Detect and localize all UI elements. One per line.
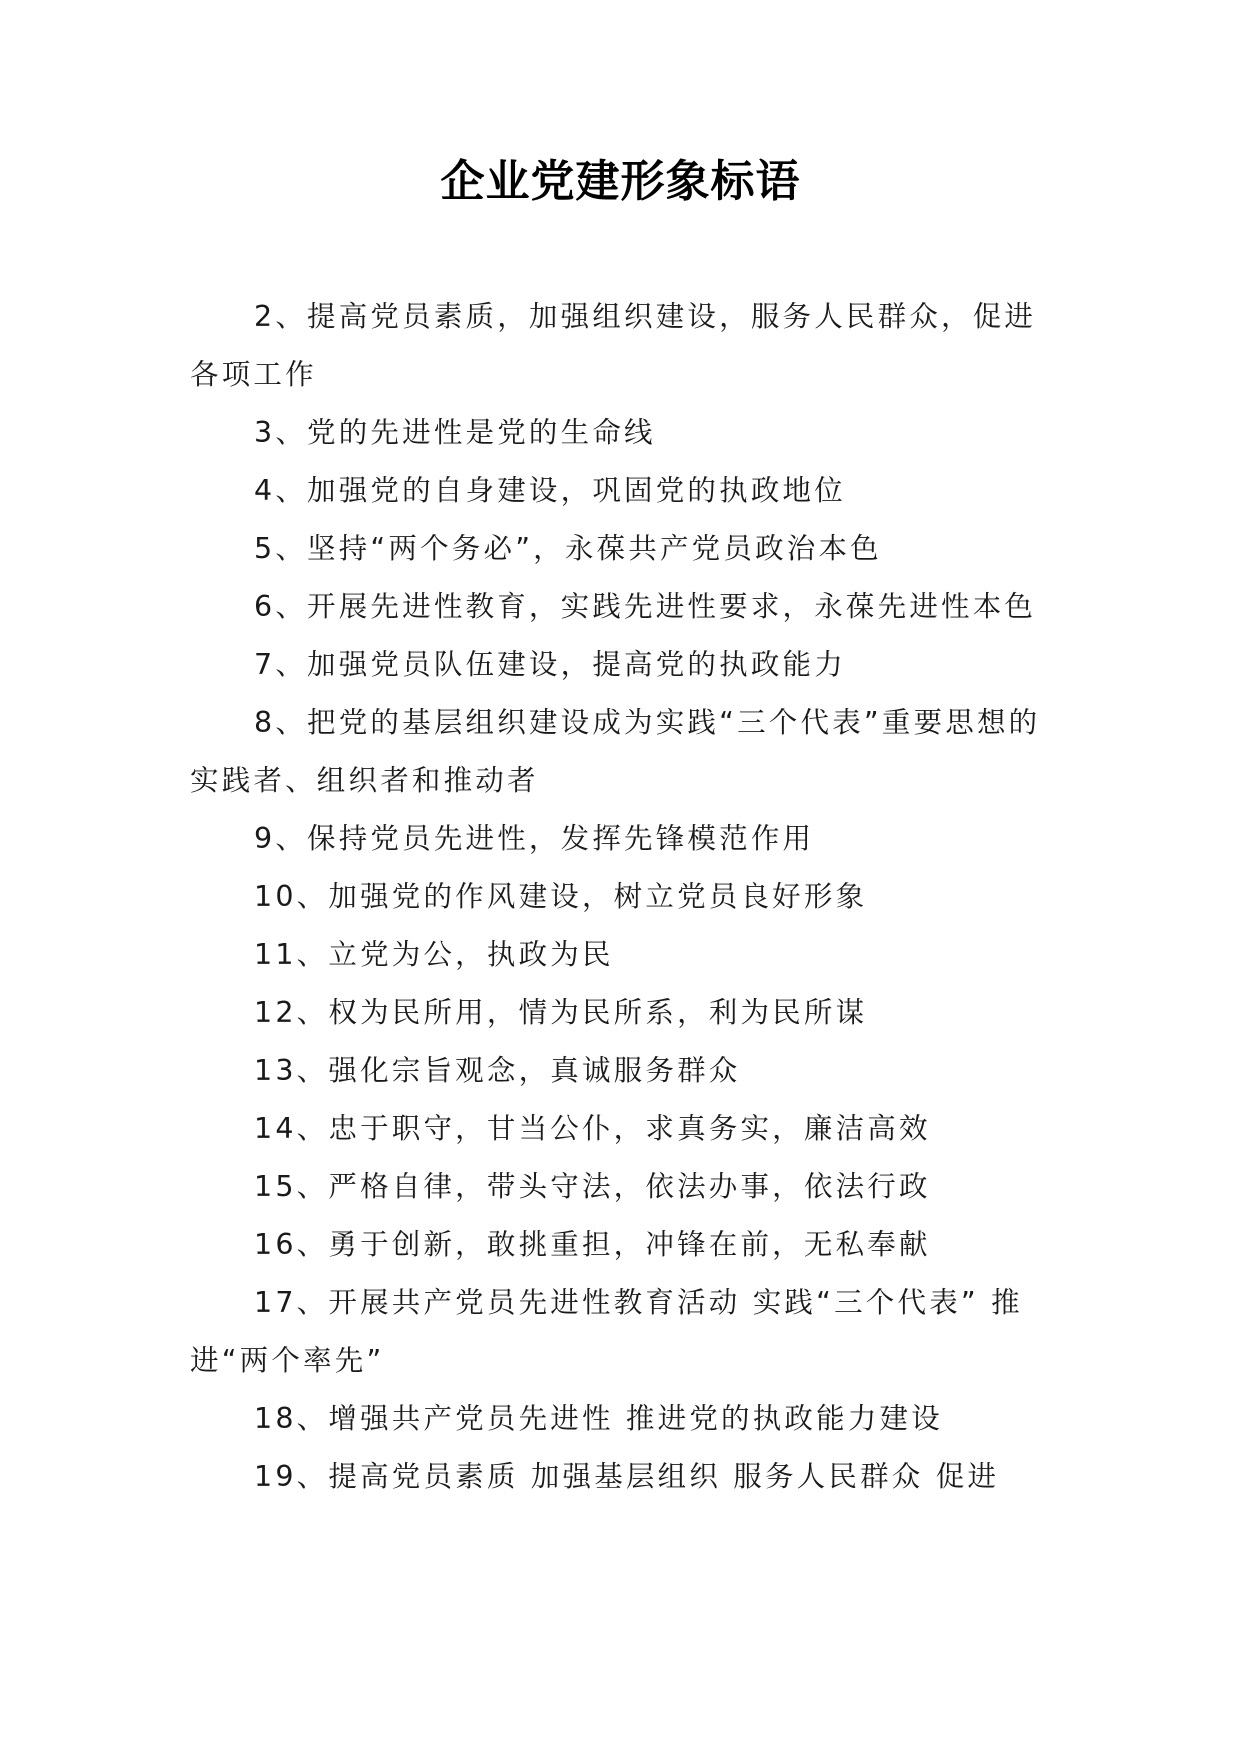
slogan-item: 15、严格自律，带头守法，依法办事，依法行政 bbox=[254, 1170, 931, 1203]
slogan-item: 19、提高党员素质 加强基层组织 服务人民群众 促进 bbox=[254, 1460, 1000, 1493]
slogan-item: 17、开展共产党员先进性教育活动 实践“三个代表” 推进“两个率先” bbox=[190, 1286, 1023, 1377]
slogan-item: 7、加强党员队伍建设，提高党的执政能力 bbox=[254, 648, 846, 681]
slogan-item: 6、开展先进性教育，实践先进性要求，永葆先进性本色 bbox=[254, 590, 1037, 623]
slogan-item: 14、忠于职守，甘当公仆，求真务实，廉洁高效 bbox=[254, 1112, 931, 1145]
slogan-item: 10、加强党的作风建设，树立党员良好形象 bbox=[254, 880, 868, 913]
slogan-item: 4、加强党的自身建设，巩固党的执政地位 bbox=[254, 474, 846, 507]
document-title: 企业党建形象标语 bbox=[440, 156, 801, 207]
slogan-item: 11、立党为公，执政为民 bbox=[254, 938, 614, 971]
slogan-item: 2、提高党员素质，加强组织建设，服务人民群众，促进各项工作 bbox=[190, 300, 1037, 391]
slogan-item: 5、坚持“两个务必”，永葆共产党员政治本色 bbox=[254, 532, 882, 565]
slogan-item: 8、把党的基层组织建设成为实践“三个代表”重要思想的实践者、组织者和推动者 bbox=[190, 706, 1041, 797]
slogan-item: 3、党的先进性是党的生命线 bbox=[254, 416, 656, 449]
slogan-item: 9、保持党员先进性，发挥先锋模范作用 bbox=[254, 822, 815, 855]
slogan-list bbox=[190, 288, 1056, 1506]
slogan-item: 18、增强共产党员先进性 推进党的执政能力建设 bbox=[254, 1402, 943, 1435]
slogan-item: 16、勇于创新，敢挑重担，冲锋在前，无私奉献 bbox=[254, 1228, 931, 1261]
slogan-item: 12、权为民所用，情为民所系，利为民所谋 bbox=[254, 996, 868, 1029]
slogan-item: 13、强化宗旨观念，真诚服务群众 bbox=[254, 1054, 741, 1087]
